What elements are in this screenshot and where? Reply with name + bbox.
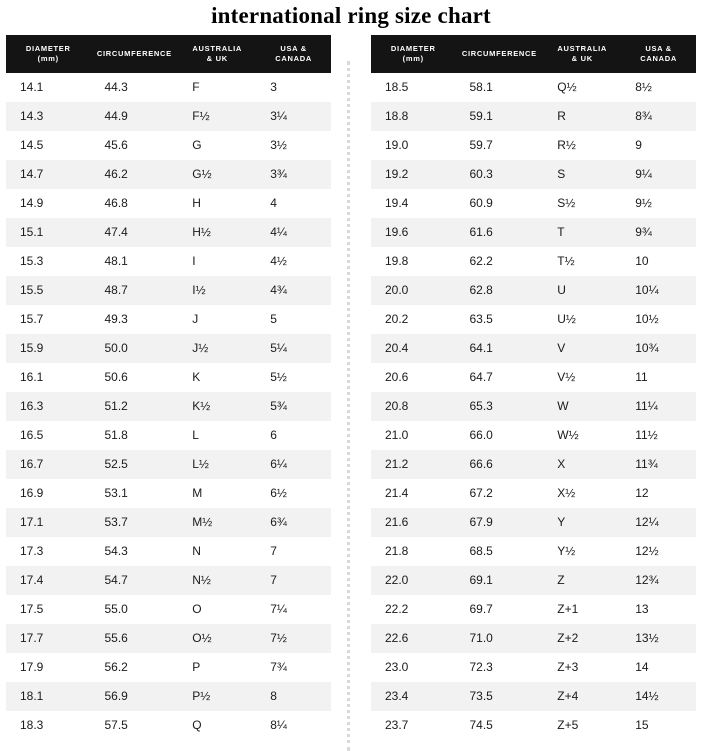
cell-circumference: 46.2 [91, 160, 179, 189]
cell-usa-canada: 8½ [621, 73, 696, 102]
column-header-usa-canada-line2: CANADA [275, 54, 312, 64]
left-size-table [6, 35, 331, 740]
column-header-usa-canada-line2: CANADA [640, 54, 677, 64]
cell-circumference: 50.0 [91, 334, 179, 363]
cell-australia-uk: Y [543, 508, 621, 537]
cell-diameter: 19.4 [371, 189, 456, 218]
table-row [371, 247, 696, 276]
column-header-diameter-line2: (mm) [402, 54, 424, 64]
cell-australia-uk: X [543, 450, 621, 479]
page-title: international ring size chart [211, 3, 491, 28]
cell-australia-uk: I [178, 247, 256, 276]
table-row [6, 479, 331, 508]
cell-circumference: 66.0 [456, 421, 544, 450]
column-header-diameter-line2: (mm) [37, 54, 59, 64]
cell-usa-canada: 3¾ [256, 160, 331, 189]
cell-australia-uk: M½ [178, 508, 256, 537]
cell-usa-canada: 5½ [256, 363, 331, 392]
cell-diameter: 23.7 [371, 711, 456, 740]
cell-usa-canada: 4 [256, 189, 331, 218]
cell-diameter: 20.0 [371, 276, 456, 305]
column-header-australia-uk-line2: & UK [571, 54, 593, 64]
cell-australia-uk: S [543, 160, 621, 189]
column-header-usa-canada [621, 35, 696, 73]
cell-circumference: 63.5 [456, 305, 544, 334]
table-row [6, 102, 331, 131]
column-header-australia-uk [543, 35, 621, 73]
cell-australia-uk: Q½ [543, 73, 621, 102]
table-row [371, 276, 696, 305]
column-header-circumference [456, 35, 544, 73]
cell-usa-canada: 6¾ [256, 508, 331, 537]
table-row [371, 160, 696, 189]
cell-circumference: 69.1 [456, 566, 544, 595]
cell-usa-canada: 7 [256, 537, 331, 566]
cell-usa-canada: 7½ [256, 624, 331, 653]
table-row [371, 334, 696, 363]
cell-usa-canada: 11 [621, 363, 696, 392]
cell-circumference: 55.6 [91, 624, 179, 653]
cell-circumference: 53.7 [91, 508, 179, 537]
cell-australia-uk: H½ [178, 218, 256, 247]
cell-australia-uk: J½ [178, 334, 256, 363]
cell-diameter: 21.4 [371, 479, 456, 508]
cell-usa-canada: 11¾ [621, 450, 696, 479]
cell-diameter: 19.6 [371, 218, 456, 247]
column-header-diameter-line1: DIAMETER [25, 44, 71, 53]
right-size-table [371, 35, 696, 740]
cell-circumference: 48.1 [91, 247, 179, 276]
cell-circumference: 52.5 [91, 450, 179, 479]
column-header-australia-uk-line2: & UK [206, 54, 228, 64]
cell-australia-uk: W½ [543, 421, 621, 450]
cell-usa-canada: 9¼ [621, 160, 696, 189]
column-header-circumference-line1: CIRCUMFERENCE [461, 49, 537, 59]
cell-usa-canada: 5¾ [256, 392, 331, 421]
cell-usa-canada: 6¼ [256, 450, 331, 479]
cell-australia-uk: P [178, 653, 256, 682]
table-row [371, 479, 696, 508]
cell-circumference: 55.0 [91, 595, 179, 624]
cell-australia-uk: U [543, 276, 621, 305]
cell-usa-canada: 8 [256, 682, 331, 711]
cell-usa-canada: 3½ [256, 131, 331, 160]
cell-diameter: 14.9 [6, 189, 91, 218]
cell-diameter: 16.7 [6, 450, 91, 479]
cell-australia-uk: W [543, 392, 621, 421]
cell-australia-uk: F½ [178, 102, 256, 131]
cell-usa-canada: 9 [621, 131, 696, 160]
table-row [6, 450, 331, 479]
cell-usa-canada: 6½ [256, 479, 331, 508]
cell-australia-uk: T½ [543, 247, 621, 276]
table-row [371, 537, 696, 566]
cell-australia-uk: I½ [178, 276, 256, 305]
cell-diameter: 19.8 [371, 247, 456, 276]
cell-usa-canada: 10¼ [621, 276, 696, 305]
cell-australia-uk: Z+4 [543, 682, 621, 711]
cell-diameter: 14.5 [6, 131, 91, 160]
cell-circumference: 60.3 [456, 160, 544, 189]
cell-australia-uk: R½ [543, 131, 621, 160]
cell-australia-uk: K [178, 363, 256, 392]
cell-usa-canada: 12½ [621, 537, 696, 566]
cell-circumference: 58.1 [456, 73, 544, 102]
cell-australia-uk: Y½ [543, 537, 621, 566]
cell-australia-uk: Z+1 [543, 595, 621, 624]
cell-circumference: 66.6 [456, 450, 544, 479]
cell-diameter: 14.1 [6, 73, 91, 102]
vertical-dotted-divider [347, 61, 356, 751]
cell-circumference: 46.8 [91, 189, 179, 218]
table-row [371, 131, 696, 160]
cell-diameter: 15.3 [6, 247, 91, 276]
cell-diameter: 19.0 [371, 131, 456, 160]
cell-australia-uk: J [178, 305, 256, 334]
table-row [6, 566, 331, 595]
table-row [6, 508, 331, 537]
cell-australia-uk: O [178, 595, 256, 624]
cell-diameter: 16.3 [6, 392, 91, 421]
cell-circumference: 68.5 [456, 537, 544, 566]
table-row [6, 276, 331, 305]
cell-diameter: 21.6 [371, 508, 456, 537]
cell-usa-canada: 4¾ [256, 276, 331, 305]
table-row [371, 363, 696, 392]
cell-circumference: 64.1 [456, 334, 544, 363]
cell-australia-uk: P½ [178, 682, 256, 711]
cell-australia-uk: Z [543, 566, 621, 595]
table-row [6, 711, 331, 740]
cell-usa-canada: 10½ [621, 305, 696, 334]
cell-usa-canada: 9½ [621, 189, 696, 218]
cell-diameter: 23.4 [371, 682, 456, 711]
cell-australia-uk: U½ [543, 305, 621, 334]
table-row [6, 682, 331, 711]
cell-diameter: 15.9 [6, 334, 91, 363]
cell-australia-uk: N½ [178, 566, 256, 595]
cell-usa-canada: 14 [621, 653, 696, 682]
cell-diameter: 20.4 [371, 334, 456, 363]
cell-diameter: 16.9 [6, 479, 91, 508]
table-row [371, 189, 696, 218]
right-table-head [371, 35, 696, 73]
table-row [6, 392, 331, 421]
cell-usa-canada: 3 [256, 73, 331, 102]
cell-circumference: 62.8 [456, 276, 544, 305]
cell-diameter: 18.1 [6, 682, 91, 711]
cell-usa-canada: 9¾ [621, 218, 696, 247]
cell-diameter: 18.8 [371, 102, 456, 131]
cell-australia-uk: X½ [543, 479, 621, 508]
column-header-australia-uk-line1: AUSTRALIA [192, 44, 243, 53]
cell-circumference: 54.7 [91, 566, 179, 595]
table-row [6, 624, 331, 653]
cell-circumference: 59.1 [456, 102, 544, 131]
cell-usa-canada: 3¼ [256, 102, 331, 131]
cell-usa-canada: 6 [256, 421, 331, 450]
cell-circumference: 56.2 [91, 653, 179, 682]
table-row [371, 595, 696, 624]
cell-diameter: 21.8 [371, 537, 456, 566]
column-header-usa-canada-line1: USA & [280, 44, 307, 53]
cell-usa-canada: 4½ [256, 247, 331, 276]
cell-usa-canada: 11½ [621, 421, 696, 450]
cell-usa-canada: 4¼ [256, 218, 331, 247]
cell-australia-uk: Q [178, 711, 256, 740]
left-table-body [6, 73, 331, 740]
cell-usa-canada: 5 [256, 305, 331, 334]
table-row [371, 624, 696, 653]
cell-circumference: 44.9 [91, 102, 179, 131]
cell-usa-canada: 8¼ [256, 711, 331, 740]
cell-usa-canada: 13 [621, 595, 696, 624]
cell-usa-canada: 7¾ [256, 653, 331, 682]
cell-diameter: 14.3 [6, 102, 91, 131]
table-row [371, 450, 696, 479]
cell-australia-uk: S½ [543, 189, 621, 218]
cell-diameter: 17.4 [6, 566, 91, 595]
cell-australia-uk: O½ [178, 624, 256, 653]
cell-diameter: 20.6 [371, 363, 456, 392]
cell-australia-uk: L [178, 421, 256, 450]
cell-circumference: 72.3 [456, 653, 544, 682]
cell-diameter: 23.0 [371, 653, 456, 682]
cell-circumference: 57.5 [91, 711, 179, 740]
table-row [6, 305, 331, 334]
cell-usa-canada: 15 [621, 711, 696, 740]
right-table-body [371, 73, 696, 740]
table-row [6, 334, 331, 363]
table-header-row [371, 35, 696, 73]
cell-australia-uk: R [543, 102, 621, 131]
table-row [371, 421, 696, 450]
cell-australia-uk: N [178, 537, 256, 566]
cell-australia-uk: Z+3 [543, 653, 621, 682]
cell-diameter: 18.5 [371, 73, 456, 102]
tables-container [0, 35, 702, 751]
table-row [371, 711, 696, 740]
table-row [371, 102, 696, 131]
cell-circumference: 65.3 [456, 392, 544, 421]
cell-usa-canada: 7 [256, 566, 331, 595]
cell-usa-canada: 13½ [621, 624, 696, 653]
cell-diameter: 17.1 [6, 508, 91, 537]
cell-australia-uk: Z+2 [543, 624, 621, 653]
cell-diameter: 16.1 [6, 363, 91, 392]
cell-diameter: 15.5 [6, 276, 91, 305]
table-row [371, 218, 696, 247]
table-row [6, 653, 331, 682]
cell-usa-canada: 12 [621, 479, 696, 508]
cell-diameter: 22.2 [371, 595, 456, 624]
cell-usa-canada: 12¾ [621, 566, 696, 595]
table-row [6, 189, 331, 218]
column-header-diameter [6, 35, 91, 73]
cell-australia-uk: M [178, 479, 256, 508]
cell-circumference: 50.6 [91, 363, 179, 392]
column-header-usa-canada [256, 35, 331, 73]
cell-usa-canada: 14½ [621, 682, 696, 711]
cell-australia-uk: V½ [543, 363, 621, 392]
cell-circumference: 54.3 [91, 537, 179, 566]
table-row [6, 421, 331, 450]
cell-diameter: 21.0 [371, 421, 456, 450]
cell-australia-uk: H [178, 189, 256, 218]
column-header-usa-canada-line1: USA & [645, 44, 672, 53]
right-table-wrapper [371, 35, 696, 740]
ring-size-chart-page [0, 3, 702, 750]
cell-circumference: 67.9 [456, 508, 544, 537]
table-row [371, 653, 696, 682]
table-row [6, 595, 331, 624]
cell-circumference: 69.7 [456, 595, 544, 624]
table-row [371, 305, 696, 334]
cell-diameter: 19.2 [371, 160, 456, 189]
table-row [6, 218, 331, 247]
column-header-australia-uk-line1: AUSTRALIA [557, 44, 608, 53]
cell-circumference: 71.0 [456, 624, 544, 653]
cell-circumference: 60.9 [456, 189, 544, 218]
column-header-circumference-line1: CIRCUMFERENCE [96, 49, 172, 59]
table-row [371, 682, 696, 711]
cell-usa-canada: 12¼ [621, 508, 696, 537]
cell-circumference: 45.6 [91, 131, 179, 160]
cell-australia-uk: G [178, 131, 256, 160]
cell-usa-canada: 10¾ [621, 334, 696, 363]
cell-circumference: 47.4 [91, 218, 179, 247]
cell-circumference: 49.3 [91, 305, 179, 334]
cell-circumference: 62.2 [456, 247, 544, 276]
cell-usa-canada: 8¾ [621, 102, 696, 131]
cell-circumference: 74.5 [456, 711, 544, 740]
cell-usa-canada: 11¼ [621, 392, 696, 421]
table-header-row [6, 35, 331, 73]
table-row [371, 392, 696, 421]
cell-australia-uk: V [543, 334, 621, 363]
cell-diameter: 15.1 [6, 218, 91, 247]
cell-usa-canada: 7¼ [256, 595, 331, 624]
column-header-circumference [91, 35, 179, 73]
cell-australia-uk: F [178, 73, 256, 102]
cell-diameter: 22.0 [371, 566, 456, 595]
table-row [371, 566, 696, 595]
column-header-diameter-line1: DIAMETER [390, 44, 436, 53]
cell-diameter: 17.9 [6, 653, 91, 682]
cell-diameter: 16.5 [6, 421, 91, 450]
cell-australia-uk: K½ [178, 392, 256, 421]
cell-diameter: 17.3 [6, 537, 91, 566]
cell-australia-uk: Z+5 [543, 711, 621, 740]
cell-diameter: 17.5 [6, 595, 91, 624]
column-header-diameter [371, 35, 456, 73]
table-row [6, 537, 331, 566]
cell-circumference: 44.3 [91, 73, 179, 102]
cell-circumference: 73.5 [456, 682, 544, 711]
cell-circumference: 61.6 [456, 218, 544, 247]
table-row [371, 73, 696, 102]
cell-diameter: 15.7 [6, 305, 91, 334]
cell-australia-uk: T [543, 218, 621, 247]
cell-circumference: 59.7 [456, 131, 544, 160]
cell-circumference: 64.7 [456, 363, 544, 392]
cell-diameter: 20.2 [371, 305, 456, 334]
table-row [6, 363, 331, 392]
table-row [371, 508, 696, 537]
cell-diameter: 20.8 [371, 392, 456, 421]
cell-diameter: 22.6 [371, 624, 456, 653]
cell-usa-canada: 5¼ [256, 334, 331, 363]
cell-circumference: 51.8 [91, 421, 179, 450]
table-row [6, 73, 331, 102]
left-table-head [6, 35, 331, 73]
cell-diameter: 14.7 [6, 160, 91, 189]
cell-circumference: 48.7 [91, 276, 179, 305]
table-row [6, 247, 331, 276]
cell-usa-canada: 10 [621, 247, 696, 276]
cell-australia-uk: G½ [178, 160, 256, 189]
table-row [6, 160, 331, 189]
cell-diameter: 18.3 [6, 711, 91, 740]
cell-circumference: 51.2 [91, 392, 179, 421]
cell-circumference: 67.2 [456, 479, 544, 508]
left-table-wrapper [6, 35, 331, 740]
cell-diameter: 21.2 [371, 450, 456, 479]
table-row [6, 131, 331, 160]
cell-australia-uk: L½ [178, 450, 256, 479]
column-header-australia-uk [178, 35, 256, 73]
cell-circumference: 53.1 [91, 479, 179, 508]
cell-circumference: 56.9 [91, 682, 179, 711]
cell-diameter: 17.7 [6, 624, 91, 653]
